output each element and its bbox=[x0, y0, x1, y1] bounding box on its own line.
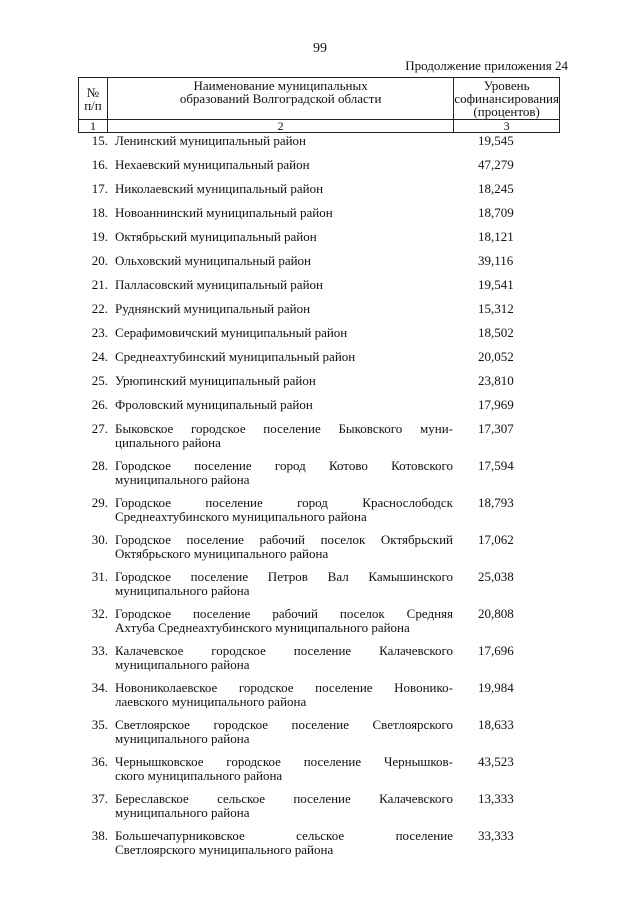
row-number: 21. bbox=[91, 277, 108, 292]
row-number: 28. bbox=[91, 458, 108, 473]
table-row bbox=[78, 326, 560, 350]
row-value: 17,062 bbox=[478, 532, 514, 547]
row-value: 18,245 bbox=[478, 181, 514, 196]
row-value: 39,116 bbox=[478, 253, 514, 268]
row-name-line1: Калачевское городское поселение Калачевского bbox=[115, 643, 453, 658]
row-name-line1: Чернышковское городское поселение Чернышков- bbox=[115, 754, 453, 769]
row-name-line1: Новоаннинский муниципальный район bbox=[115, 205, 333, 220]
row-name-line1: Нехаевский муниципальный район bbox=[115, 157, 310, 172]
table-row bbox=[78, 158, 560, 182]
header-name-cell bbox=[107, 78, 453, 120]
header-number-cell bbox=[79, 78, 108, 120]
row-name-line1: Ольховский муниципальный район bbox=[115, 253, 312, 268]
row-name bbox=[115, 278, 453, 292]
table-row bbox=[78, 398, 560, 422]
row-name-line1: Городское поселение город Котово Котовского bbox=[115, 458, 453, 473]
row-value: 18,633 bbox=[478, 717, 514, 732]
row-name-line1: Городское поселение рабочий поселок Средняя bbox=[115, 606, 453, 621]
row-name bbox=[115, 570, 453, 598]
row-name-line1: Новониколаевское городское поселение Новонико- bbox=[115, 680, 453, 695]
column-index-2: 2 bbox=[107, 120, 453, 133]
row-value: 18,502 bbox=[478, 325, 514, 340]
table-row bbox=[78, 350, 560, 374]
row-name bbox=[115, 829, 453, 857]
row-name-line1: Урюпинский муниципальный район bbox=[115, 373, 316, 388]
table-header bbox=[78, 77, 560, 133]
row-name-line1: Быковское городское поселение Быковского муни- bbox=[115, 421, 453, 436]
table-row bbox=[78, 459, 560, 496]
row-value: 17,307 bbox=[478, 421, 514, 436]
row-name-line1: Серафимовичский муниципальный район bbox=[115, 325, 348, 340]
table-row bbox=[78, 570, 560, 607]
row-name-line1: Береславское сельское поселение Калачевского bbox=[115, 791, 453, 806]
row-name-line1: Палласовский муниципальный район bbox=[115, 277, 323, 292]
row-value: 17,696 bbox=[478, 643, 514, 658]
row-number: 33. bbox=[91, 643, 108, 658]
table-row bbox=[78, 533, 560, 570]
row-name-line2: Светлоярского муниципального района bbox=[115, 842, 334, 857]
row-name bbox=[115, 681, 453, 709]
row-name bbox=[115, 607, 453, 635]
row-number: 17. bbox=[91, 181, 108, 196]
row-name-line2: муниципального района bbox=[115, 583, 250, 598]
table-row bbox=[78, 374, 560, 398]
row-name-line1: Городское поселение рабочий поселок Октябрьский bbox=[115, 532, 453, 547]
table-row bbox=[78, 254, 560, 278]
row-name-line2: Среднеахтубинского муниципального района bbox=[115, 509, 367, 524]
header-level-line1: Уровень bbox=[483, 78, 530, 93]
row-name bbox=[115, 158, 453, 172]
row-name bbox=[115, 718, 453, 746]
row-name-line1: Городское поселение город Краснослободск bbox=[115, 495, 453, 510]
table-row bbox=[78, 278, 560, 302]
row-value: 19,545 bbox=[478, 133, 514, 148]
row-name bbox=[115, 422, 453, 450]
row-value: 47,279 bbox=[478, 157, 514, 172]
row-name bbox=[115, 792, 453, 820]
row-name-line1: Николаевский муниципальный район bbox=[115, 181, 324, 196]
table-row bbox=[78, 755, 560, 792]
row-number: 31. bbox=[91, 569, 108, 584]
header-level-cell bbox=[454, 78, 560, 120]
row-value: 43,523 bbox=[478, 754, 514, 769]
page-number: 99 bbox=[313, 41, 327, 56]
row-value: 20,052 bbox=[478, 349, 514, 364]
continuation-note: Продолжение приложения 24 bbox=[405, 58, 568, 73]
row-name bbox=[115, 302, 453, 316]
row-name-line2: лаевского муниципального района bbox=[115, 694, 307, 709]
header-number-line1: № bbox=[86, 84, 100, 100]
table-row bbox=[78, 644, 560, 681]
row-number: 23. bbox=[91, 325, 108, 340]
row-name bbox=[115, 398, 453, 412]
row-name bbox=[115, 459, 453, 487]
row-name-line2: муниципального района bbox=[115, 805, 250, 820]
row-value: 19,984 bbox=[478, 680, 514, 695]
row-name bbox=[115, 254, 453, 268]
row-value: 17,594 bbox=[478, 458, 514, 473]
row-number: 26. bbox=[91, 397, 108, 412]
table-row bbox=[78, 422, 560, 459]
header-name-line1: Наименование муниципальных bbox=[193, 78, 368, 93]
table-row bbox=[78, 681, 560, 718]
row-number: 27. bbox=[91, 421, 108, 436]
row-value: 18,121 bbox=[478, 229, 514, 244]
row-name bbox=[115, 374, 453, 388]
header-level-line3: (процентов) bbox=[473, 104, 540, 119]
column-index-3: 3 bbox=[454, 120, 560, 133]
column-index-1: 1 bbox=[79, 120, 108, 133]
row-name bbox=[115, 496, 453, 524]
row-name-line1: Городское поселение Петров Вал Камышинского bbox=[115, 569, 453, 584]
row-name bbox=[115, 533, 453, 561]
row-number: 37. bbox=[91, 791, 108, 806]
row-number: 15. bbox=[91, 133, 108, 148]
row-number: 34. bbox=[91, 680, 108, 695]
row-value: 33,333 bbox=[478, 828, 514, 843]
row-number: 30. bbox=[91, 532, 108, 547]
table-row bbox=[78, 302, 560, 326]
table-row bbox=[78, 134, 560, 158]
header-name-line2: образований Волгоградской области bbox=[179, 91, 382, 106]
row-name-line2: Ахтуба Среднеахтубинского муниципального района bbox=[115, 620, 410, 635]
row-name-line1: Большечапурниковское сельское поселение bbox=[115, 828, 453, 843]
row-number: 22. bbox=[91, 301, 108, 316]
row-number: 16. bbox=[91, 157, 108, 172]
table-row bbox=[78, 792, 560, 829]
row-name-line1: Руднянский муниципальный район bbox=[115, 301, 311, 316]
table-row bbox=[78, 230, 560, 254]
table-row bbox=[78, 829, 560, 866]
row-number: 29. bbox=[91, 495, 108, 510]
row-number: 32. bbox=[91, 606, 108, 621]
row-value: 20,808 bbox=[478, 606, 514, 621]
row-name bbox=[115, 350, 453, 364]
row-name bbox=[115, 230, 453, 244]
table-row bbox=[78, 182, 560, 206]
row-value: 17,969 bbox=[478, 397, 514, 412]
header-number-line2: п/п bbox=[84, 97, 102, 113]
row-name-line2: Октябрьского муниципального района bbox=[115, 546, 329, 561]
row-name bbox=[115, 755, 453, 783]
row-number: 36. bbox=[91, 754, 108, 769]
row-name bbox=[115, 206, 453, 220]
row-name-line1: Среднеахтубинский муниципальный район bbox=[115, 349, 356, 364]
row-name bbox=[115, 644, 453, 672]
row-name-line1: Ленинский муниципальный район bbox=[115, 133, 307, 148]
row-name-line2: ципального района bbox=[115, 435, 221, 450]
row-number: 18. bbox=[91, 205, 108, 220]
row-number: 19. bbox=[91, 229, 108, 244]
row-value: 18,793 bbox=[478, 495, 514, 510]
row-name-line1: Октябрьский муниципальный район bbox=[115, 229, 317, 244]
row-value: 18,709 bbox=[478, 205, 514, 220]
row-number: 35. bbox=[91, 717, 108, 732]
row-name bbox=[115, 182, 453, 196]
row-name bbox=[115, 134, 453, 148]
row-number: 20. bbox=[91, 253, 108, 268]
row-name-line2: муниципального района bbox=[115, 472, 250, 487]
header-level-line2: софинансирования bbox=[454, 91, 559, 106]
row-name bbox=[115, 326, 453, 340]
table-body bbox=[78, 134, 560, 866]
row-name-line1: Фроловский муниципальный район bbox=[115, 397, 313, 412]
row-value: 13,333 bbox=[478, 791, 514, 806]
row-value: 25,038 bbox=[478, 569, 514, 584]
table-row bbox=[78, 496, 560, 533]
row-name-line2: ского муниципального района bbox=[115, 768, 283, 783]
row-name-line1: Светлоярское городское поселение Светлоярского bbox=[115, 717, 453, 732]
row-number: 38. bbox=[91, 828, 108, 843]
table-row bbox=[78, 206, 560, 230]
row-name-line2: муниципального района bbox=[115, 657, 250, 672]
row-name-line2: муниципального района bbox=[115, 731, 250, 746]
row-value: 15,312 bbox=[478, 301, 514, 316]
table-row bbox=[78, 607, 560, 644]
row-number: 24. bbox=[91, 349, 108, 364]
row-number: 25. bbox=[91, 373, 108, 388]
row-value: 23,810 bbox=[478, 373, 514, 388]
table-row bbox=[78, 718, 560, 755]
row-value: 19,541 bbox=[478, 277, 514, 292]
